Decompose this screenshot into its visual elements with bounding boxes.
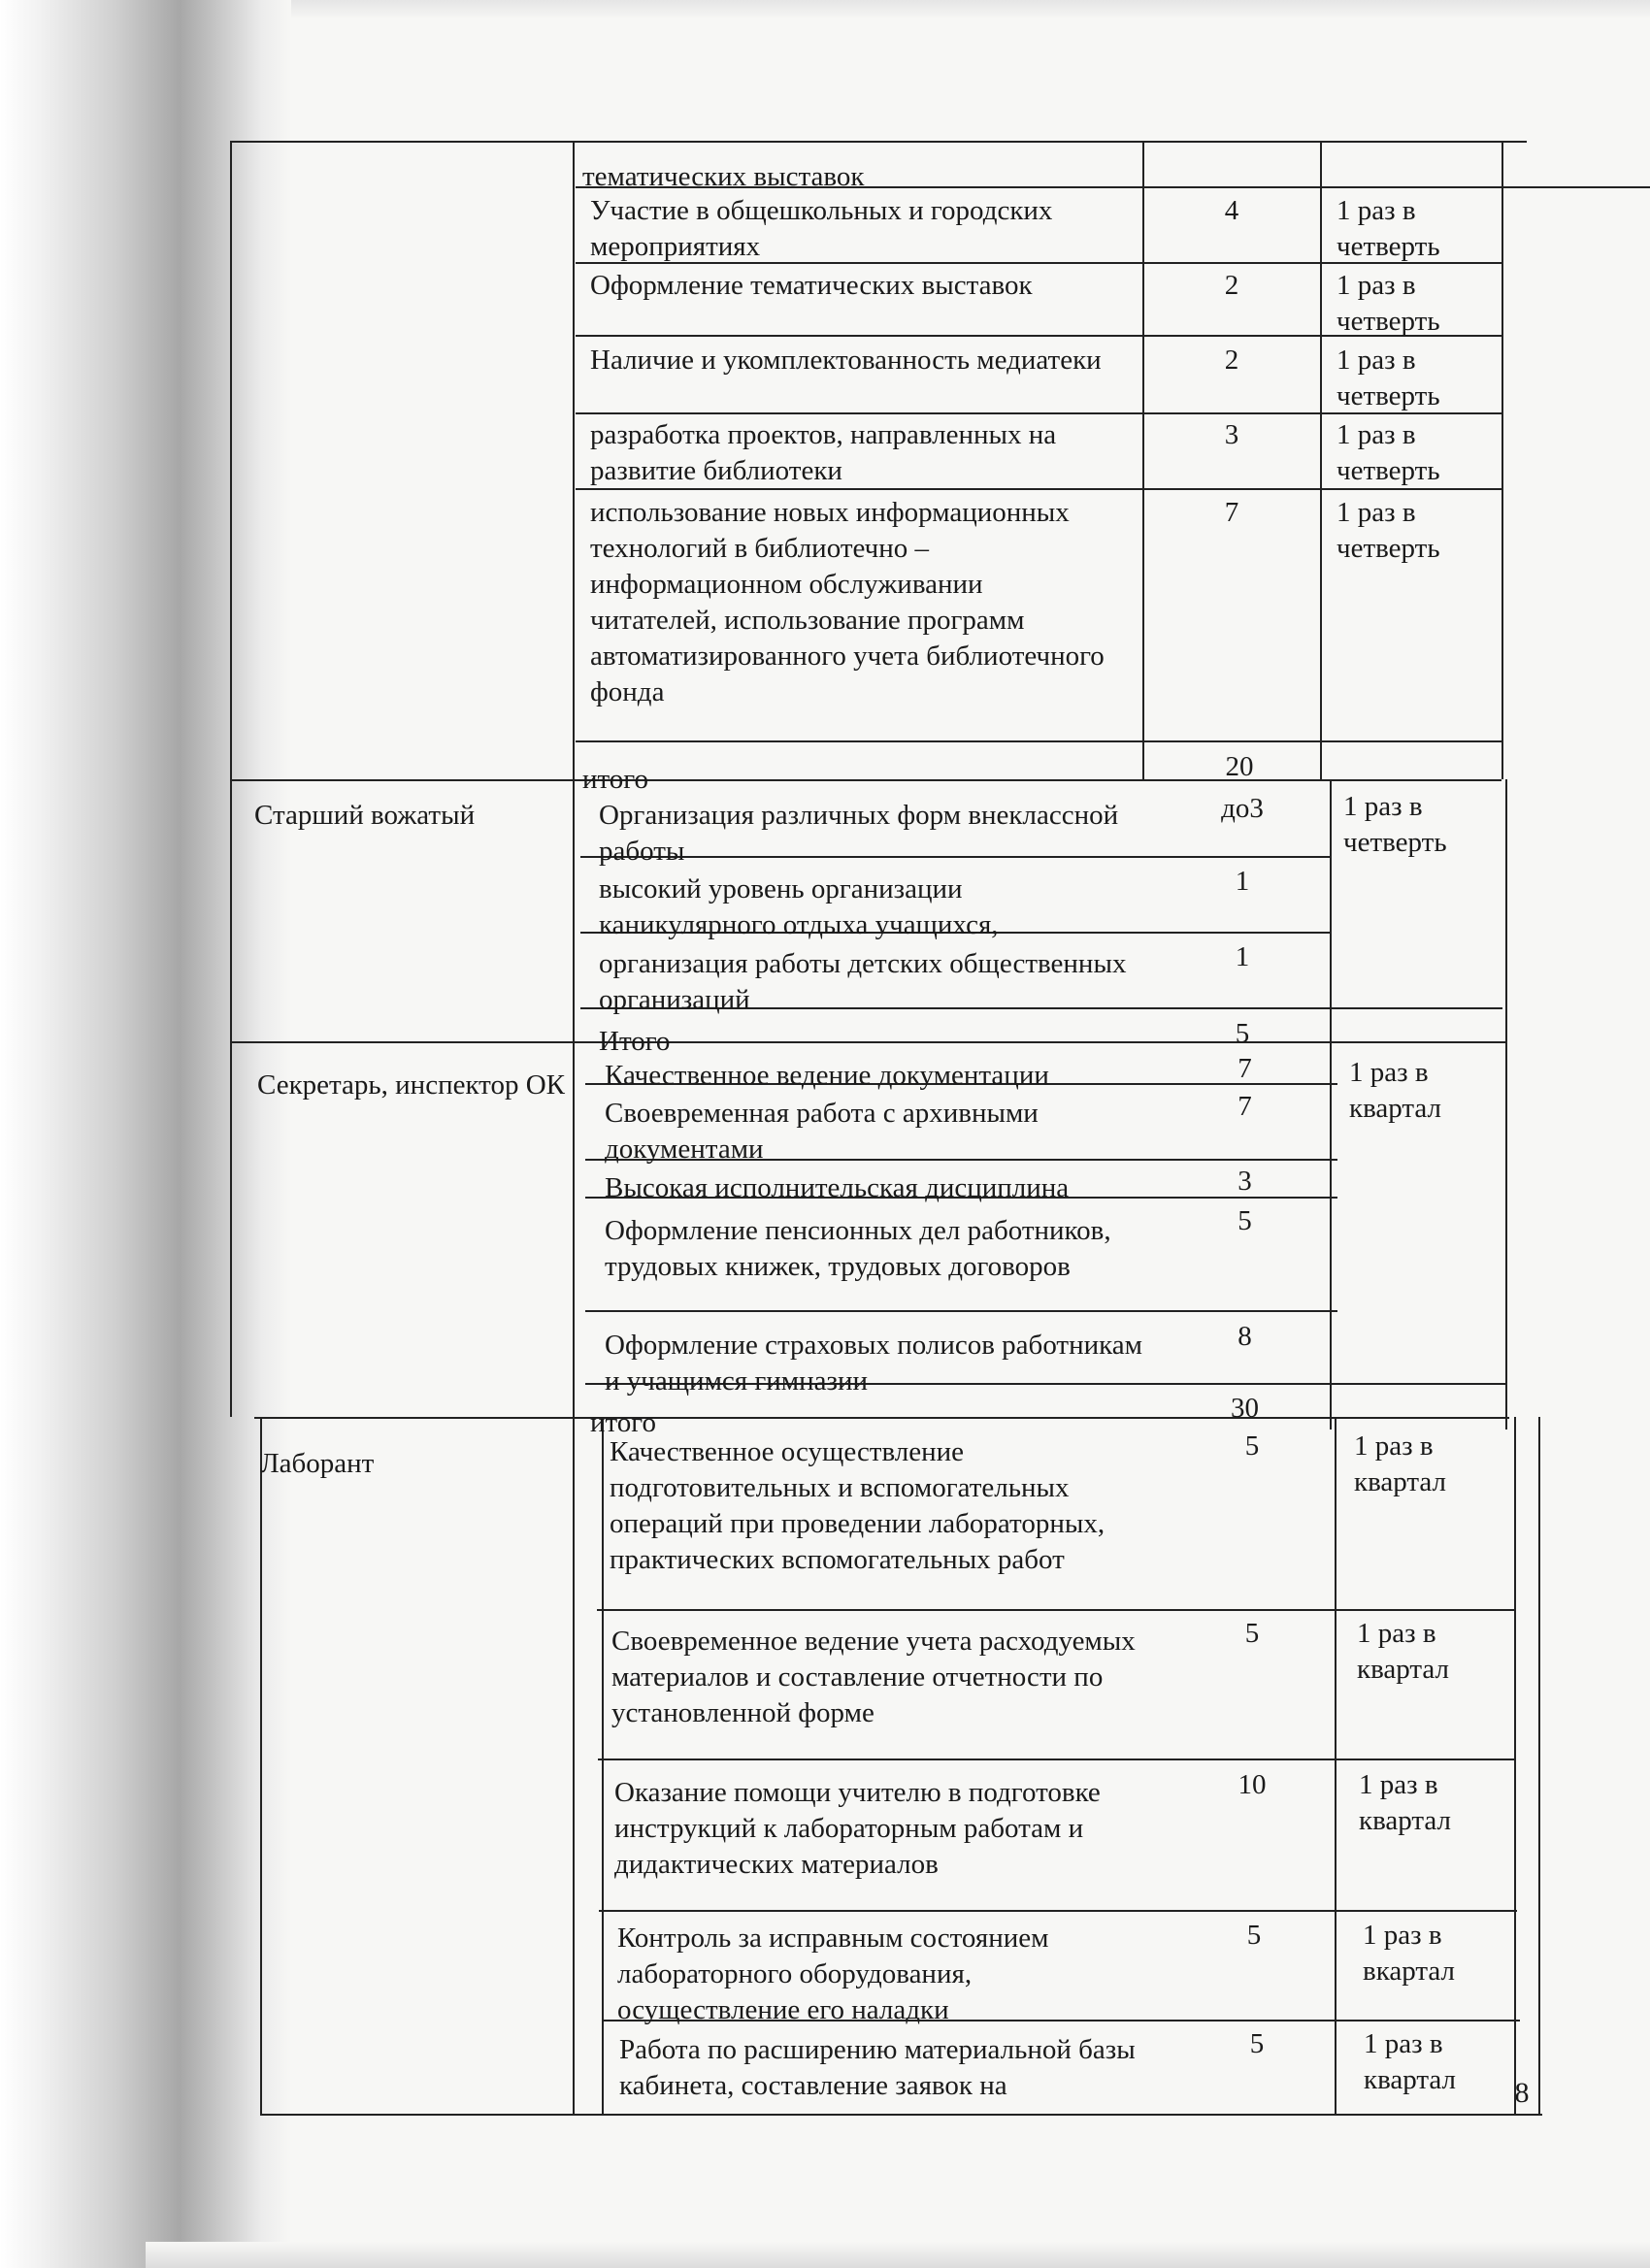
criterion-cell: Участие в общешкольных и городских мероприятиях bbox=[590, 195, 1053, 262]
table-rule-horizontal bbox=[230, 141, 1527, 143]
position-cell: Секретарь, инспектор ОК bbox=[257, 1069, 565, 1101]
points-cell: 2 bbox=[1224, 345, 1239, 376]
points-cell: 7 bbox=[1238, 1091, 1252, 1122]
table-rule-horizontal bbox=[599, 1910, 1517, 1912]
criterion-cell: Оформление пенсионных дел работников, трудовых книжек, трудовых договоров bbox=[605, 1215, 1111, 1282]
table-rule-vertical bbox=[1320, 141, 1322, 779]
frequency-cell: 1 раз в четверть bbox=[1336, 195, 1440, 262]
criterion-cell: тематических выставок bbox=[582, 161, 865, 192]
frequency-cell: 1 раз в квартал bbox=[1359, 1769, 1452, 1836]
criterion-cell: организация работы детских общественных организаций bbox=[599, 948, 1127, 1015]
table-rule-vertical bbox=[1505, 779, 1507, 1430]
criterion-cell: Качественное ведение документации bbox=[605, 1060, 1049, 1091]
points-cell: 5 bbox=[1244, 1430, 1260, 1462]
total-points-cell: 5 bbox=[1235, 1018, 1250, 1049]
points-cell: до3 bbox=[1221, 793, 1264, 824]
frequency-cell: 1 раз в квартал bbox=[1354, 1430, 1447, 1497]
criterion-cell: Своевременное ведение учета расходуемых материалов и составление отчетности по установленной форме bbox=[611, 1626, 1136, 1728]
total-label-cell: итого bbox=[590, 1407, 656, 1438]
table-rule-vertical bbox=[573, 141, 575, 2116]
criterion-cell: Наличие и укомплектованность медиатеки bbox=[590, 345, 1102, 376]
points-cell: 3 bbox=[1238, 1166, 1252, 1197]
frequency-cell: 1 раз в четверть bbox=[1343, 791, 1447, 858]
points-cell: 5 bbox=[1246, 1920, 1262, 1951]
points-cell: 7 bbox=[1224, 497, 1239, 528]
criterion-cell: Оформление тематических выставок bbox=[590, 270, 1033, 301]
table-rule-horizontal bbox=[576, 740, 1502, 742]
frequency-cell: 1 раз в квартал bbox=[1349, 1057, 1442, 1124]
points-cell: 5 bbox=[1238, 1205, 1252, 1236]
points-cell: 5 bbox=[1244, 1618, 1260, 1649]
frequency-cell: 1 раз в четверть bbox=[1336, 345, 1440, 411]
criterion-cell: высокий уровень организации каникулярного отдыха учащихся, bbox=[599, 873, 999, 940]
points-cell: 4 bbox=[1224, 195, 1239, 226]
table-rule-vertical bbox=[1514, 1417, 1516, 2116]
points-cell: 3 bbox=[1224, 419, 1239, 450]
criterion-cell: Контроль за исправным состоянием лабораторного оборудования, осуществление его наладки bbox=[617, 1923, 1049, 2025]
position-cell: Лаборант bbox=[260, 1448, 375, 1479]
table-rule-horizontal bbox=[585, 1310, 1337, 1312]
criterion-cell: Своевременная работа с архивными документами bbox=[605, 1098, 1039, 1165]
table-rule-vertical bbox=[1335, 1417, 1336, 2116]
frequency-cell: 1 раз в квартал bbox=[1364, 2028, 1457, 2095]
total-points-cell: 30 bbox=[1231, 1393, 1259, 1424]
criterion-cell: Качественное осуществление подготовительных и вспомогательных операций при проведении лабораторных, практических вспомогательных работ bbox=[610, 1436, 1106, 1575]
points-cell: 1 bbox=[1235, 941, 1250, 972]
table-rule-vertical bbox=[1502, 141, 1503, 779]
table-rule-horizontal bbox=[597, 1609, 1514, 1611]
criterion-cell: Оформление страховых полисов работникам и учащимся гимназии bbox=[605, 1330, 1143, 1397]
criterion-cell: разработка проектов, направленных на развитие библиотеки bbox=[590, 419, 1057, 486]
total-label-cell: итого bbox=[582, 764, 648, 795]
table-rule-vertical bbox=[230, 141, 232, 1417]
table-rule-vertical bbox=[1538, 1417, 1540, 2116]
total-label-cell: Итого bbox=[599, 1026, 671, 1057]
points-cell: 1 bbox=[1235, 866, 1250, 897]
table-rule-vertical bbox=[260, 1417, 262, 2116]
table-rule-vertical bbox=[602, 1417, 604, 2116]
table-rule-horizontal bbox=[1320, 186, 1502, 188]
frequency-cell: 1 раз в четверть bbox=[1336, 497, 1440, 564]
frequency-cell: 1 раз в квартал bbox=[1357, 1618, 1450, 1685]
points-cell: 10 bbox=[1238, 1769, 1267, 1800]
table-rule-horizontal bbox=[598, 1759, 1515, 1760]
frequency-cell: 1 раз в вкартал bbox=[1363, 1920, 1455, 1987]
points-cell: 8 bbox=[1238, 1321, 1252, 1352]
position-cell: Старший вожатый bbox=[254, 800, 476, 831]
frequency-cell: 1 раз в четверть bbox=[1336, 270, 1440, 337]
criterion-cell: Оказание помощи учителю в подготовке инструкций к лабораторным работам и дидактических материалов bbox=[614, 1777, 1101, 1880]
criterion-cell: Высокая исполнительская дисциплина bbox=[605, 1172, 1070, 1203]
frequency-cell: 1 раз в четверть bbox=[1336, 419, 1440, 486]
points-cell: 7 bbox=[1238, 1053, 1252, 1084]
points-cell: 5 bbox=[1249, 2028, 1265, 2059]
points-cell: 2 bbox=[1224, 270, 1239, 301]
criterion-cell: Организация различных форм внеклассной работы bbox=[599, 800, 1119, 867]
page-number: 8 bbox=[1514, 2077, 1530, 2109]
total-points-cell: 20 bbox=[1225, 751, 1254, 782]
table-rule-horizontal bbox=[260, 2114, 1542, 2116]
criterion-cell: использование новых информационных технологий в библиотечно – информационном обслуживании читателей, использование программ автоматизированного учета библиотечного фонда bbox=[590, 497, 1105, 707]
criterion-cell: Работа по расширению материальной базы кабинета, составление заявок на bbox=[619, 2034, 1136, 2101]
